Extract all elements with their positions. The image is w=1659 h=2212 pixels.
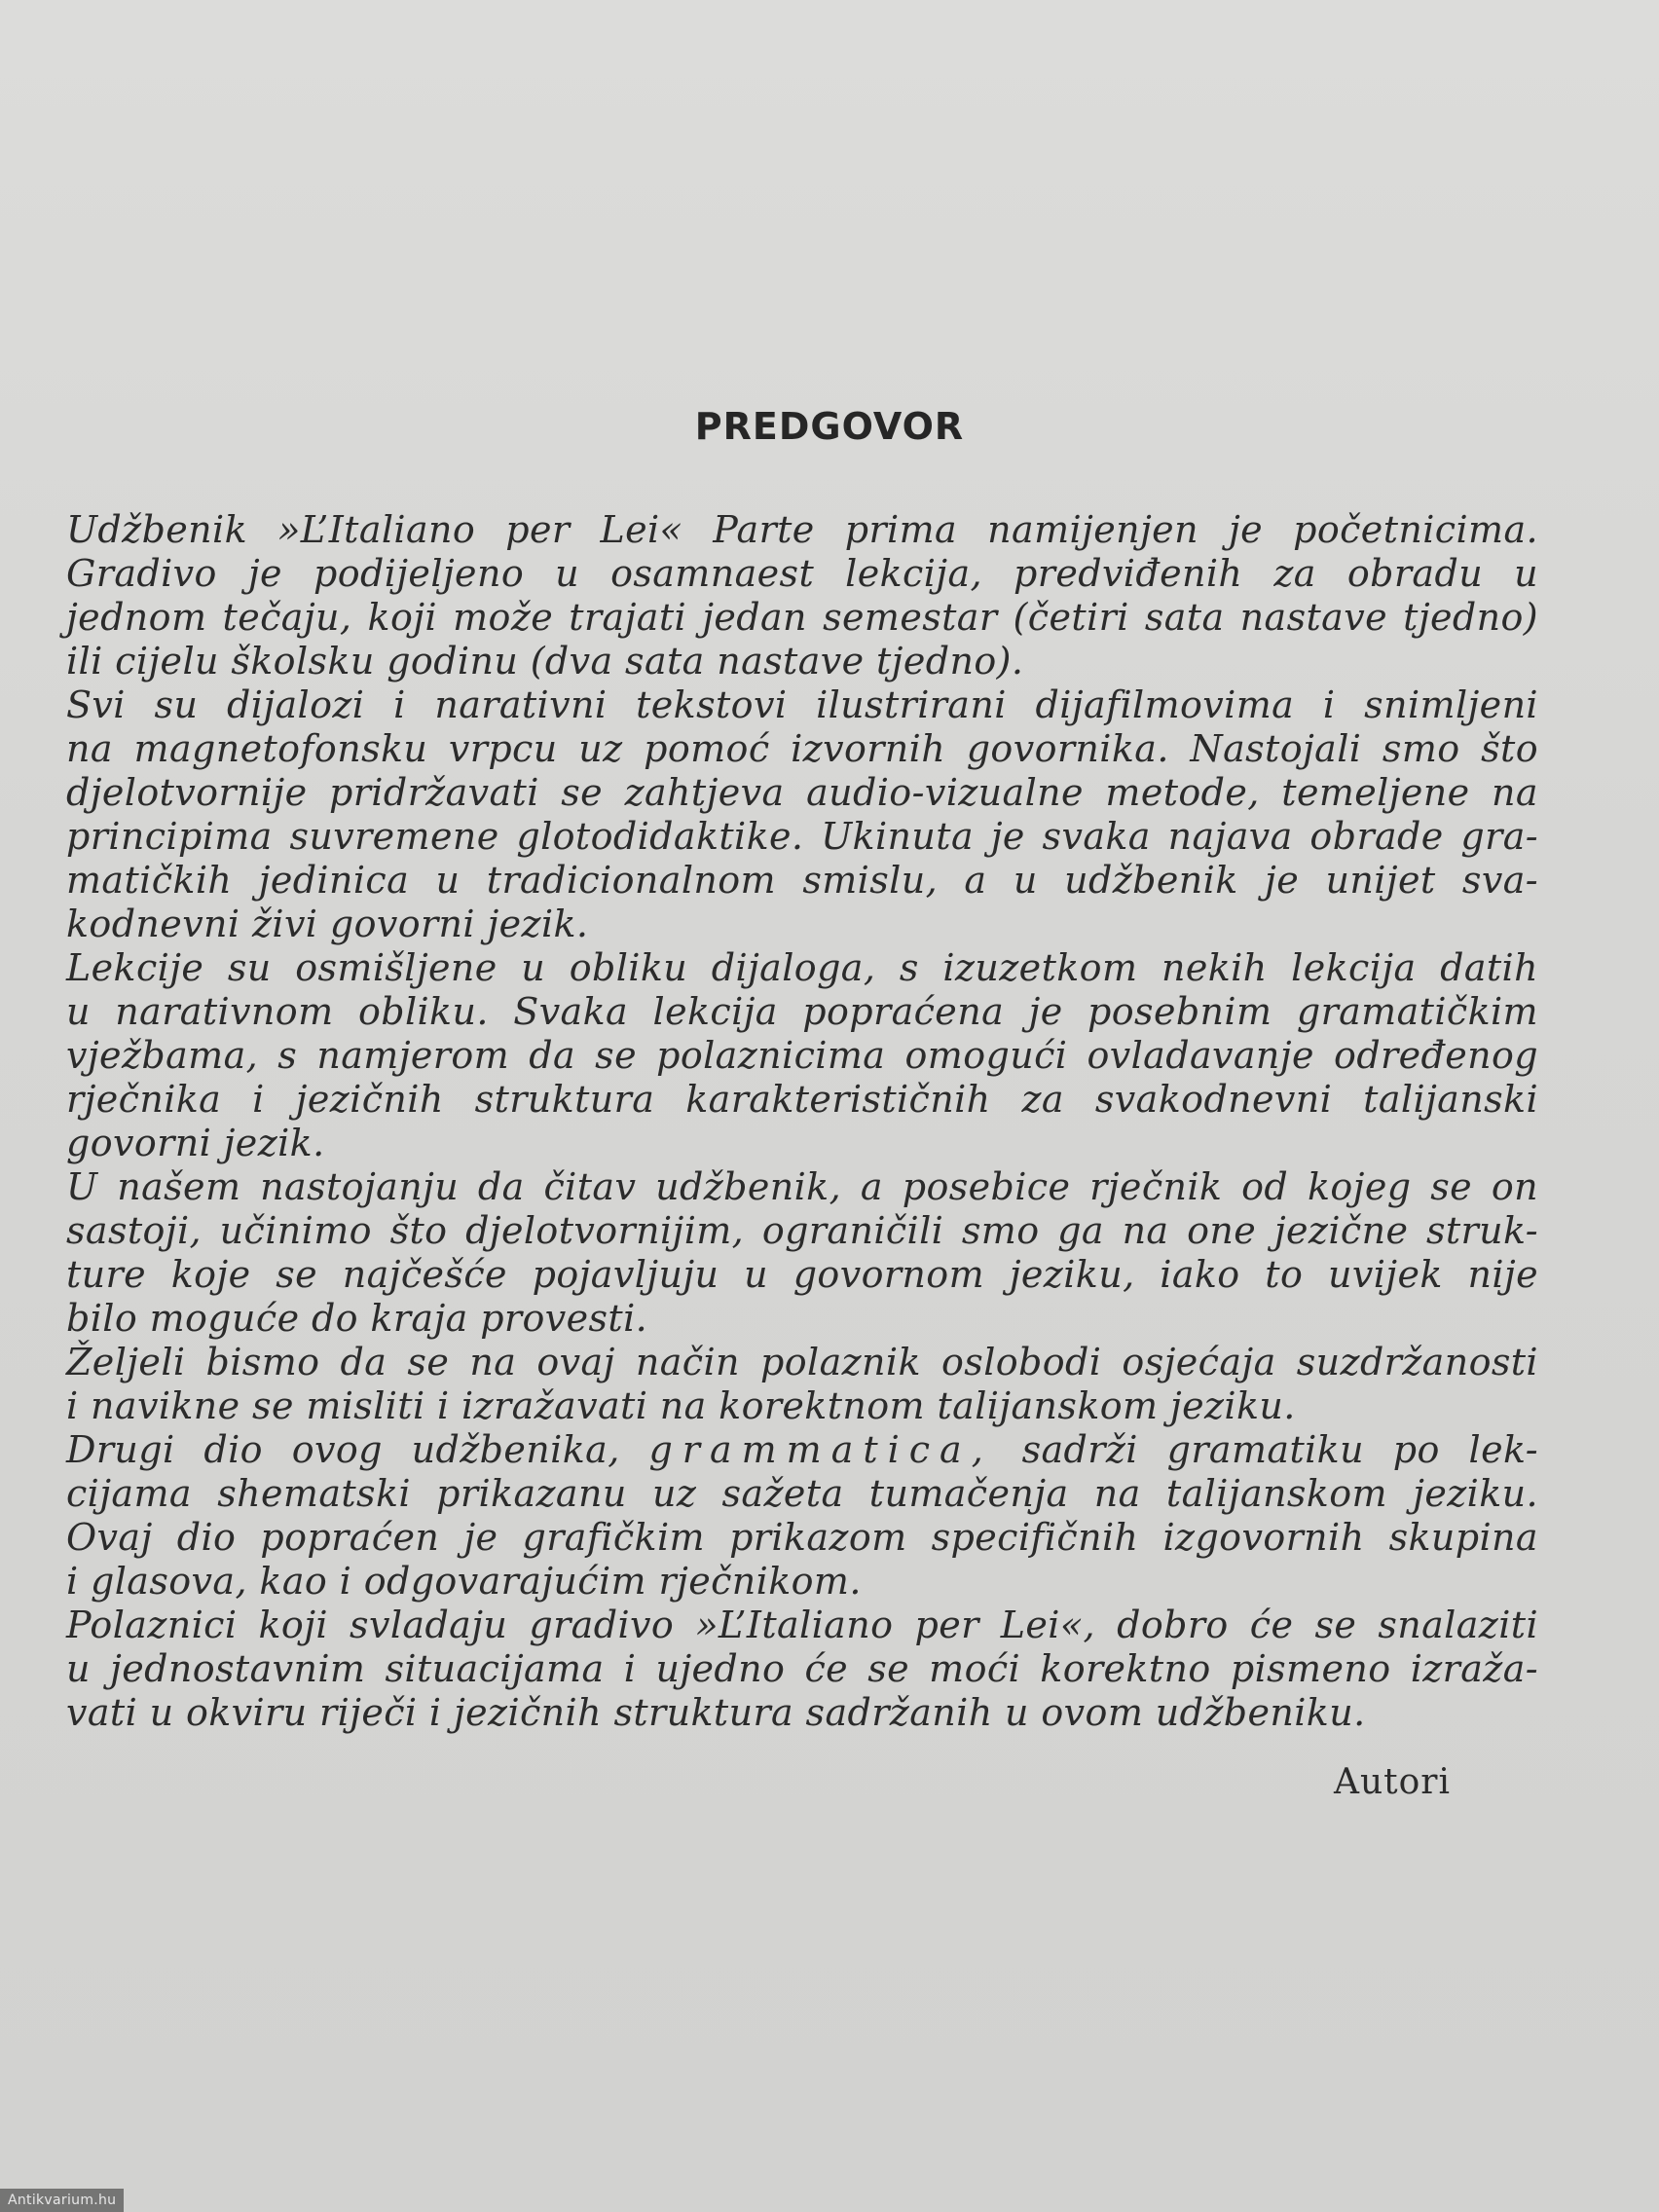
text-line: kodnevni živi govorni jezik. (66, 903, 589, 945)
spaced-word-grammatica: grammatica, (648, 1428, 993, 1471)
text-line: Lekcije su osmišljene u obliku dijaloga, s izuzetkom nekih lekcija datih (66, 946, 1538, 989)
text-line: principima suvremene glotodidaktike. Ukinuta je svaka najava obrade gra- (66, 815, 1538, 858)
text-line: U našem nastojanju da čitav udžbenik, a posebice rječnik od kojeg se on (66, 1165, 1538, 1208)
text-line: ili cijelu školsku godinu (dva sata nastave tjedno). (66, 640, 1024, 682)
text-line: Željeli bismo da se na ovaj način polaznik oslobodi osjećaja suzdržanosti (66, 1341, 1538, 1383)
text-line: rječnika i jezičnih struktura karakterističnih za svakodnevni talijanski (66, 1078, 1538, 1121)
text-line: bilo moguće do kraja provesti. (66, 1297, 648, 1340)
text-line: govorni jezik. (66, 1122, 325, 1164)
text-line: sastoji, učinimo što djelotvornijim, ograničili smo ga na one jezične struk- (66, 1209, 1538, 1252)
text-line: cijama shematski prikazanu uz sažeta tumačenja na talijanskom jeziku. (66, 1472, 1538, 1515)
signature-authors: Autori (1333, 1762, 1451, 1802)
text-line: djelotvornije pridržavati se zahtjeva audio-vizualne metode, temeljene na (66, 771, 1538, 814)
watermark: Antikvarium.hu (0, 2189, 124, 2212)
text-line: i navikne se misliti i izražavati na korektnom talijanskom jeziku. (66, 1384, 1296, 1427)
text-line: vati u okviru riječi i jezičnih struktura sadržanih u ovom udžbeniku. (66, 1691, 1366, 1734)
text-line: u jednostavnim situacijama i ujedno će se moći korektno pismeno izraža- (66, 1647, 1538, 1690)
text-line: Ovaj dio popraćen je grafičkim prikazom specifičnih izgovornih skupina (66, 1516, 1538, 1559)
text-line: Udžbenik »L’Italiano per Lei« Parte prima namijenjen je početnicima. (66, 508, 1538, 551)
text-line: vježbama, s namjerom da se polaznicima omogući ovladavanje određenog (66, 1034, 1538, 1077)
text-line: Gradivo je podijeljeno u osamnaest lekcija, predviđenih za obradu u (66, 552, 1538, 595)
text-line: ture koje se najčešće pojavljuju u govornom jeziku, iako to uvijek nije (66, 1253, 1538, 1296)
text-line: i glasova, kao i odgovarajućim rječnikom. (66, 1560, 862, 1603)
text-line-with-spaced-word (66, 1428, 1538, 1472)
text-line: u narativnom obliku. Svaka lekcija popraćena je posebnim gramatičkim (66, 990, 1538, 1033)
text-line: jednom tečaju, koji može trajati jedan semestar (četiri sata nastave tjedno) (66, 596, 1538, 639)
preface-body (66, 508, 1538, 1735)
text-line: na magnetofonsku vrpcu uz pomoć izvornih govornika. Nastojali smo što (66, 727, 1538, 770)
text-line: matičkih jedinica u tradicionalnom smislu, a u udžbenik je unijet sva- (66, 859, 1538, 902)
text-fragment: Drugi dio ovog udžbenika, (66, 1428, 620, 1471)
page-title: PREDGOVOR (694, 405, 965, 448)
text-fragment: sadrži gramatiku po lek- (1021, 1428, 1538, 1471)
text-line: Svi su dijalozi i narativni tekstovi ilustrirani dijafilmovima i snimljeni (66, 683, 1538, 726)
text-line: Polaznici koji svladaju gradivo »L’Italiano per Lei«, dobro će se snalaziti (66, 1604, 1538, 1646)
